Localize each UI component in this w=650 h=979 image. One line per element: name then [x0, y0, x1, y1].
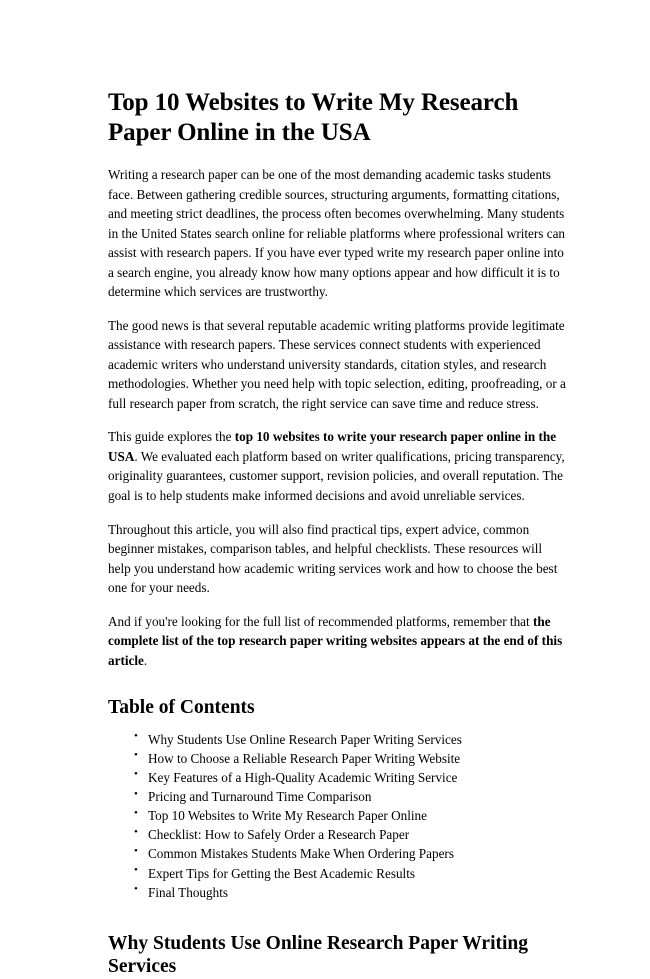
- intro-paragraph-1-part-b: into a search engine, you already know how many options appear: [108, 245, 564, 280]
- table-of-contents-heading: Table of Contents: [108, 697, 255, 719]
- page-title: Top 10 Websites to Write My Research Paper Online in the USA: [108, 89, 519, 146]
- toc-item-checklist[interactable]: • Checklist: How to Safely Order a Research Paper: [108, 825, 566, 844]
- intro-paragraph-1: [108, 165, 566, 302]
- section-heading-why-students-use: Why Students Use Online Research Paper Writing Services: [108, 932, 529, 978]
- toc-item-why-students-use[interactable]: • Why Students Use Online Research Paper Writing Services: [108, 730, 566, 749]
- closing-paragraph-bold-phrase: the complete list of the top research paper writing websites appears at the end of this article: [108, 613, 563, 668]
- intro-paragraph-1-part-a: Writing a research paper can be one of the most demanding academic tasks students face. Between gathering credible sources, structuring arguments, formatting citations, and meeting strict deadlines, the process often becomes overwhelming. Many students in the United States search online for reliable platforms where professional writers can assist with research papers. If you have ever typed: [108, 167, 566, 261]
- toc-item-common-mistakes[interactable]: • Common Mistakes Students Make When Ordering Papers: [108, 844, 566, 863]
- closing-paragraph-part-b: .: [143, 652, 148, 668]
- guide-paragraph-bold-phrase: top 10 websites to write your research paper online in the USA: [108, 429, 557, 464]
- guide-paragraph: [108, 427, 566, 505]
- closing-paragraph: [108, 612, 566, 671]
- toc-item-expert-tips[interactable]: • Expert Tips for Getting the Best Academic Results: [108, 864, 566, 883]
- guide-paragraph-part-b: . We evaluated each platform based on writer qualifications, pricing transparency, originality guarantees, customer support, revision policies, and overall reputation. The goal is to help students make informed decisions and avoid unreliable services.: [108, 448, 565, 503]
- intro-paragraph-1-part-c: and how difficult it is to determine which services are trustworthy.: [108, 264, 560, 300]
- intro-paragraph-1-search-query: write my research paper online: [376, 245, 544, 261]
- table-of-contents-list: [108, 730, 566, 902]
- toc-item-pricing-turnaround[interactable]: • Pricing and Turnaround Time Comparison: [108, 787, 566, 806]
- toc-item-how-to-choose[interactable]: • How to Choose a Reliable Research Paper Writing Website: [108, 749, 566, 768]
- throughout-paragraph: Throughout this article, you will also find practical tips, expert advice, common beginner mistakes, comparison tables, and helpful checklists. These resources will help you understand how academic writing services work and how to choose the best one for your needs.: [108, 521, 558, 596]
- toc-item-final-thoughts[interactable]: • Final Thoughts: [108, 883, 566, 902]
- toc-item-key-features[interactable]: • Key Features of a High-Quality Academic Writing Service: [108, 768, 566, 787]
- toc-item-top-10-websites[interactable]: • Top 10 Websites to Write My Research Paper Online: [108, 806, 566, 825]
- section-spacer: [108, 902, 565, 908]
- closing-paragraph-part-a: And if you're looking for the full list of recommended platforms, remember that: [108, 613, 533, 629]
- intro-paragraph-2: The good news is that several reputable academic writing platforms provide legitimate assistance with research papers. These services connect students with experienced academic writers who understand university standards, citation styles, and research methodologies. Whether you need help with topic selection, editing, proofreading, or a full research paper from scratch, the right service can save time and reduce stress.: [108, 317, 566, 411]
- guide-paragraph-part-a: This guide explores the: [108, 429, 235, 445]
